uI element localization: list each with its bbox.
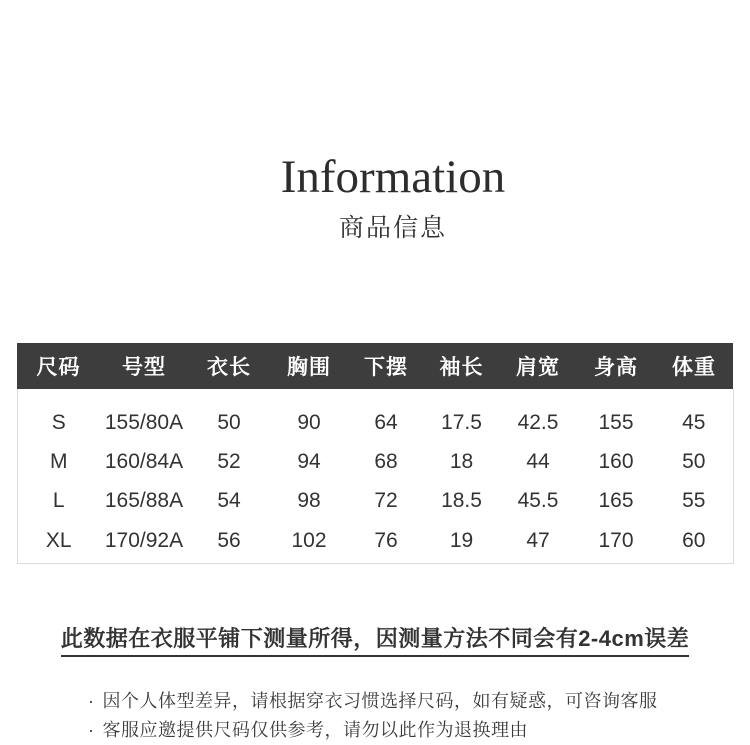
table-cell: M (17, 442, 100, 481)
disclaimer-line (88, 687, 750, 716)
table-cell: 17.5 (441, 410, 482, 434)
table-cell: 72 (374, 488, 398, 512)
table-cell: 155 (598, 410, 634, 434)
table-cell: 165/88A (104, 488, 184, 512)
table-cell: 56 (188, 520, 270, 563)
table-cell: 19 (424, 520, 499, 563)
table-row-l (17, 481, 733, 520)
table-cell: 170 (577, 520, 655, 563)
disclaimer-notes (88, 687, 750, 745)
size-table (17, 343, 734, 564)
table-cell: 44 (526, 449, 550, 473)
table-cell: 94 (297, 449, 321, 473)
page-header (18, 0, 750, 244)
table-cell: L (17, 481, 100, 520)
header-cell-bust: 胸围 (270, 343, 348, 389)
header-cell-height: 身高 (577, 343, 655, 389)
page-subtitle: 商品信息 (338, 214, 447, 242)
header-cell-shoulder-width: 肩宽 (499, 343, 577, 389)
table-cell: 50 (217, 410, 241, 434)
disclaimer-line (88, 716, 750, 745)
table-cell: 102 (270, 520, 348, 563)
table-row-s (17, 389, 733, 442)
table-cell: 160 (598, 449, 634, 473)
table-cell: 42.5 (517, 410, 559, 434)
bullet-dot: · (88, 719, 95, 740)
table-cell: 160/84A (104, 449, 184, 473)
table-cell: 45 (655, 389, 733, 442)
header-cell-garment-length: 衣长 (188, 343, 270, 389)
table-cell: 76 (348, 520, 424, 563)
header-cell-sleeve-length: 袖长 (424, 343, 499, 389)
disclaimer-text: 客服应邀提供尺码仅供参考，请勿以此作为退换理由 (102, 719, 528, 740)
table-cell: 18.5 (441, 488, 482, 512)
table-cell: 90 (297, 410, 321, 434)
bullet-dot: · (88, 690, 95, 711)
measurement-note: 此数据在衣服平铺下测量所得，因测量方法不同会有2-4cm误差 (61, 627, 690, 657)
table-cell: 98 (297, 488, 321, 512)
table-cell: S (17, 389, 100, 442)
table-row-m (17, 442, 733, 481)
table-cell: 64 (374, 410, 398, 434)
table-cell: 68 (374, 449, 398, 473)
header-cell-model: 号型 (100, 343, 188, 389)
table-cell: 60 (655, 520, 733, 563)
header-cell-size: 尺码 (17, 343, 100, 389)
table-cell: 50 (655, 442, 733, 481)
table-cell: 155/80A (104, 410, 184, 434)
table-cell: 54 (217, 488, 241, 512)
table-cell: 170/92A (100, 520, 188, 563)
header-cell-hem: 下摆 (348, 343, 424, 389)
disclaimer-text: 因个人体型差异，请根据穿衣习惯选择尺码，如有疑惑，可咨询客服 (102, 690, 658, 711)
table-cell: 55 (655, 481, 733, 520)
table-row-xl (17, 520, 733, 563)
size-table-header-row (17, 343, 733, 389)
table-cell: XL (17, 520, 100, 563)
table-cell: 45.5 (517, 488, 559, 512)
table-cell: 52 (217, 449, 241, 473)
table-cell: 165 (598, 488, 634, 512)
header-cell-weight: 体重 (655, 343, 733, 389)
table-cell: 18 (449, 449, 474, 473)
measurement-note-wrap (0, 627, 750, 657)
table-cell: 47 (499, 520, 577, 563)
page-title: Information (280, 151, 506, 203)
